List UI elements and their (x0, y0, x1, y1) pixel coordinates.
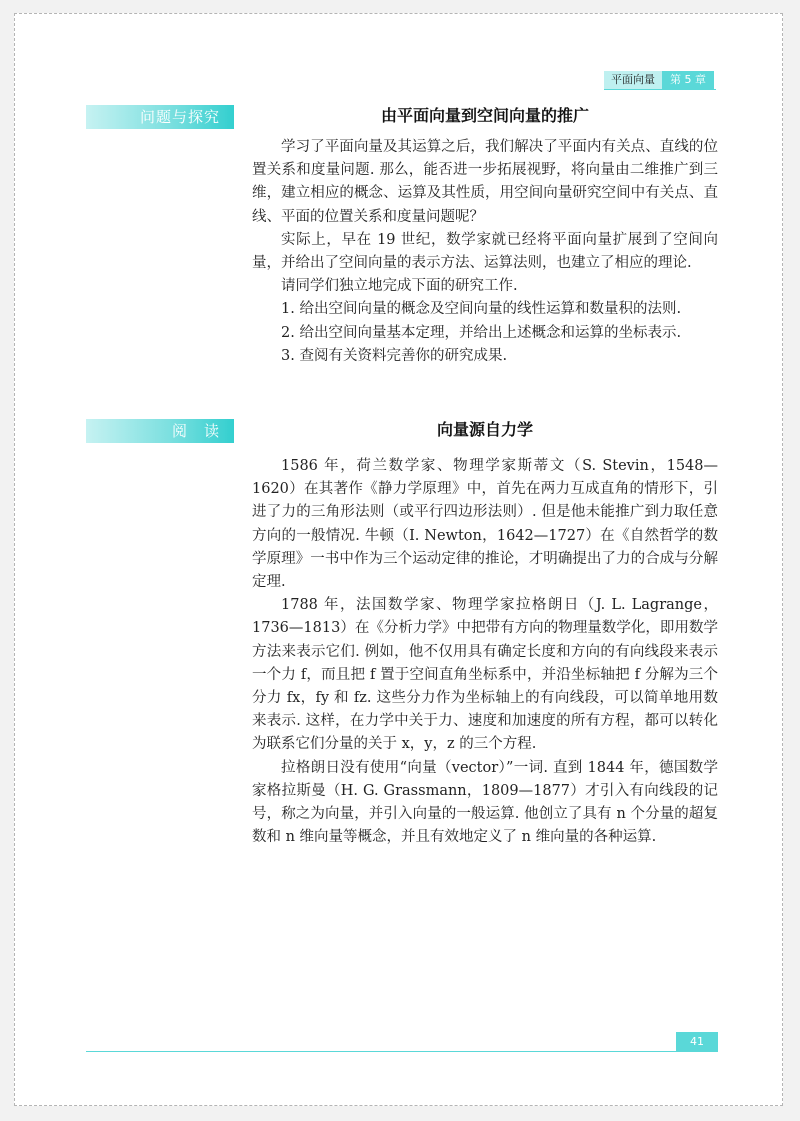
paragraph: 1788 年，法国数学家、物理学家拉格朗日（J. L. Lagrange，1736—1813）在《分析力学》中把带有方向的物理量数学化，即用数学方法来表示它们. 例如，他不仅用具有确定长度和方向的有向线段来表示一个力 f，而且把 f 置于空间直角坐标系中，并沿坐标轴把 f 分解为三个分力 fx，fy 和 fz. 这些分力作为坐标轴上的有向线段，可以简单地用数来表示. 这样，在力学中关于力、速度和加速度的所有方程，都可以转化为联系它们分量的关于 x，y，z 的三个方程. (252, 597, 718, 753)
list-item: 1. 给出空间向量的概念及空间向量的线性运算和数量积的法则. (281, 301, 682, 318)
header-chapter: 第 5 章 (662, 71, 714, 89)
section-label-reading: 阅 读 (86, 419, 234, 443)
section-label-inquiry: 问题与探究 (86, 105, 234, 129)
section-body-reading (252, 455, 718, 849)
page-number: 41 (676, 1032, 718, 1051)
paragraph: 学习了平面向量及其运算之后，我们解决了平面内有关点、直线的位置关系和度量问题. 那么，能否进一步拓展视野，将向量由二维推广到三维，建立相应的概念、运算及其性质，用空间向量研究空间中有关点、直线、平面的位置关系和度量问题呢？ (252, 139, 718, 225)
section-body-inquiry (252, 136, 718, 368)
paragraph: 实际上，早在 19 世纪，数学家就已经将平面向量扩展到了空间向量，并给出了空间向量的表示方法、运算法则，也建立了相应的理论. (252, 231, 718, 272)
list-item: 2. 给出空间向量基本定理，并给出上述概念和运算的坐标表示. (281, 324, 682, 341)
paragraph: 1586 年，荷兰数学家、物理学家斯蒂文（S. Stevin，1548—1620）在其著作《静力学原理》中，首先在两力互成直角的情形下，引进了力的三角形法则（或平行四边形法则）. 但是他未能推广到力取任意方向的一般情况. 牛顿（I. Newton，1642—1727）在《自然哲学的数学原理》一书中作为三个运动定律的推论，才明确提出了力的合成与分解定理. (252, 458, 718, 591)
section-title-reading: 向量源自力学 (436, 420, 533, 439)
paragraph: 请同学们独立地完成下面的研究工作. (281, 278, 518, 295)
section-title-inquiry: 由平面向量到空间向量的推广 (380, 106, 589, 125)
running-header (604, 71, 714, 89)
header-part-title: 平面向量 (604, 71, 662, 89)
list-item: 3. 查阅有关资料完善你的研究成果. (281, 347, 508, 364)
paragraph: 拉格朗日没有使用“向量（vector）”一词. 直到 1844 年，德国数学家格拉斯曼（H. G. Grassmann，1809—1877）才引入有向线段的记号，称之为向量，并引入向量的一般运算. 他创立了具有 n 个分量的超复数和 n 维向量等概念，并且有效地定义了 n 维向量的各种运算. (252, 759, 718, 846)
footer-rule (86, 1051, 718, 1052)
header-rule (604, 89, 716, 90)
